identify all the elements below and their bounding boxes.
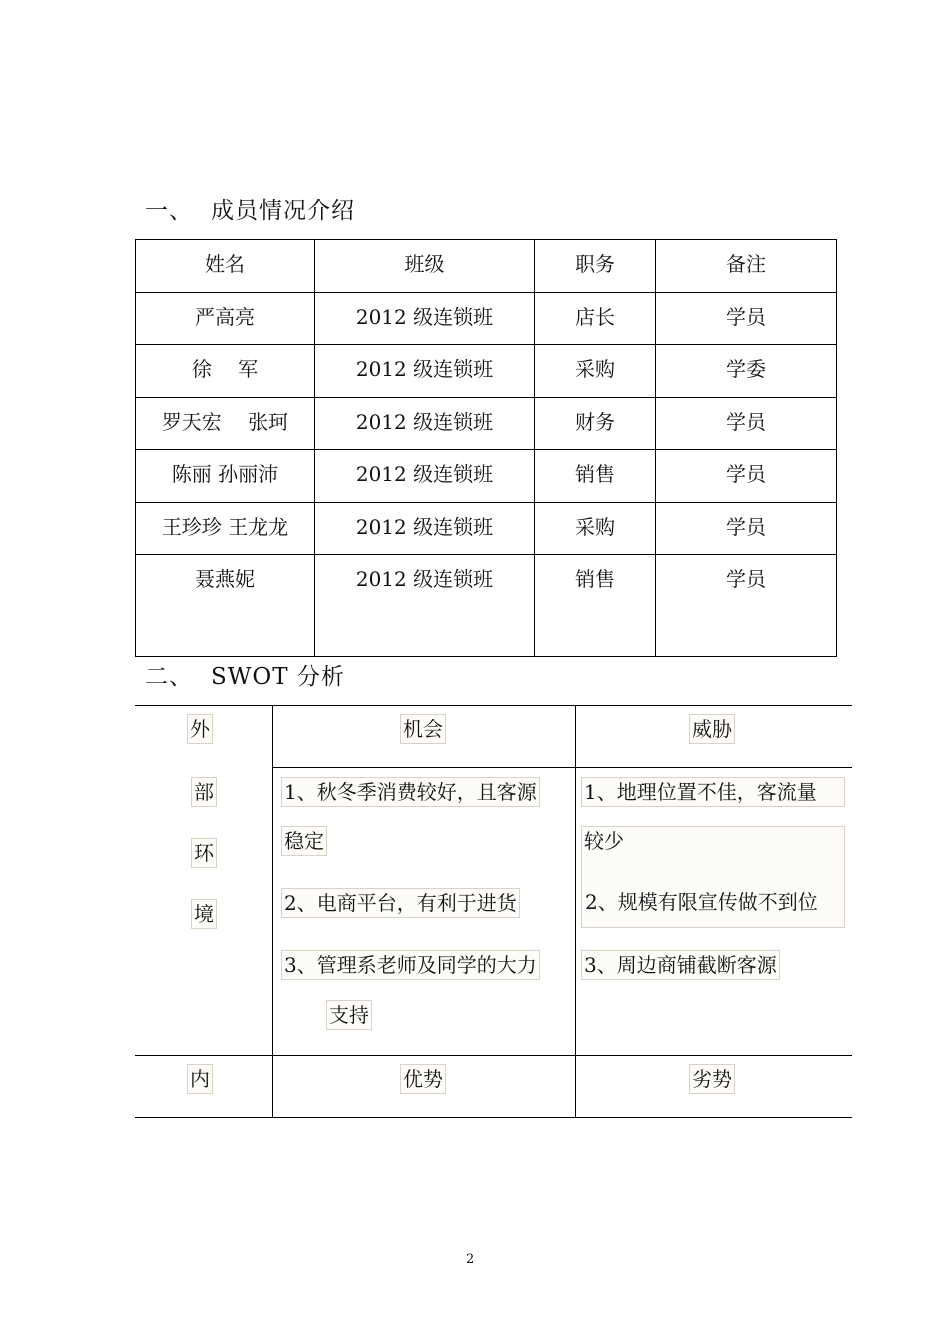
opportunity-header: 机会 (400, 714, 446, 744)
cell-name: 罗天宏 张珂 (136, 397, 315, 450)
table-row (136, 555, 837, 657)
cell-name: 王珍珍 王龙龙 (136, 502, 315, 555)
table-row (136, 397, 837, 450)
cell-class: 2012 级连锁班 (315, 502, 535, 555)
table-row (136, 502, 837, 555)
cell-position: 采购 (535, 502, 656, 555)
section-heading-members (145, 192, 355, 225)
swot-col-divider (575, 705, 576, 1118)
opportunity-item: 1、秋冬季消费较好，且客源 (281, 777, 540, 807)
internal-label-char: 内 (187, 1064, 213, 1094)
table-row (136, 345, 837, 398)
members-table (135, 239, 837, 657)
swot-row-divider (273, 767, 852, 768)
cell-position: 销售 (535, 555, 656, 657)
swot-bottom-border (135, 1117, 852, 1118)
swot-col-divider (272, 705, 273, 1118)
table-row (136, 292, 837, 345)
section-title: SWOT 分析 (211, 664, 345, 690)
swot-top-border (135, 705, 852, 706)
cell-class: 2012 级连锁班 (315, 397, 535, 450)
cell-class: 2012 级连锁班 (315, 292, 535, 345)
section-heading-swot (145, 658, 345, 691)
section-number: 二、 (145, 664, 193, 690)
external-label-char: 部 (191, 777, 217, 807)
external-label-char: 外 (187, 714, 213, 744)
cell-note: 学员 (656, 450, 837, 503)
table-header-row (136, 240, 837, 293)
external-label-char: 境 (191, 899, 217, 929)
cell-name: 聂燕妮 (136, 555, 315, 657)
header-class: 班级 (315, 240, 535, 293)
cell-name: 徐 军 (136, 345, 315, 398)
cell-note: 学员 (656, 397, 837, 450)
header-position: 职务 (535, 240, 656, 293)
section-number: 一、 (145, 198, 193, 224)
threat-item: 较少 (581, 826, 845, 928)
threat-item: 2、规模有限宣传做不到位 (585, 890, 818, 914)
threat-header: 威胁 (689, 714, 735, 744)
page-number: 2 (466, 1252, 475, 1267)
cell-note: 学员 (656, 555, 837, 657)
header-name: 姓名 (136, 240, 315, 293)
opportunity-item: 3、管理系老师及同学的大力 (281, 950, 540, 980)
opportunity-item: 支持 (326, 1000, 372, 1030)
cell-name: 陈丽 孙丽沛 (136, 450, 315, 503)
cell-class: 2012 级连锁班 (315, 450, 535, 503)
cell-name: 严高亮 (136, 292, 315, 345)
weakness-header: 劣势 (689, 1064, 735, 1094)
opportunity-item: 2、电商平台，有利于进货 (281, 888, 520, 918)
table-row (136, 450, 837, 503)
cell-note: 学员 (656, 292, 837, 345)
cell-position: 采购 (535, 345, 656, 398)
opportunity-item: 稳定 (281, 826, 327, 856)
external-label-char: 环 (191, 838, 217, 868)
threat-item: 3、周边商铺截断客源 (581, 950, 780, 980)
cell-note: 学员 (656, 502, 837, 555)
cell-position: 销售 (535, 450, 656, 503)
cell-note: 学委 (656, 345, 837, 398)
section-title: 成员情况介绍 (211, 198, 355, 224)
header-note: 备注 (656, 240, 837, 293)
cell-class: 2012 级连锁班 (315, 345, 535, 398)
cell-position: 财务 (535, 397, 656, 450)
swot-row-divider (135, 1055, 852, 1056)
strength-header: 优势 (400, 1064, 446, 1094)
cell-position: 店长 (535, 292, 656, 345)
cell-class: 2012 级连锁班 (315, 555, 535, 657)
threat-item: 1、地理位置不佳，客流量 (581, 777, 845, 807)
